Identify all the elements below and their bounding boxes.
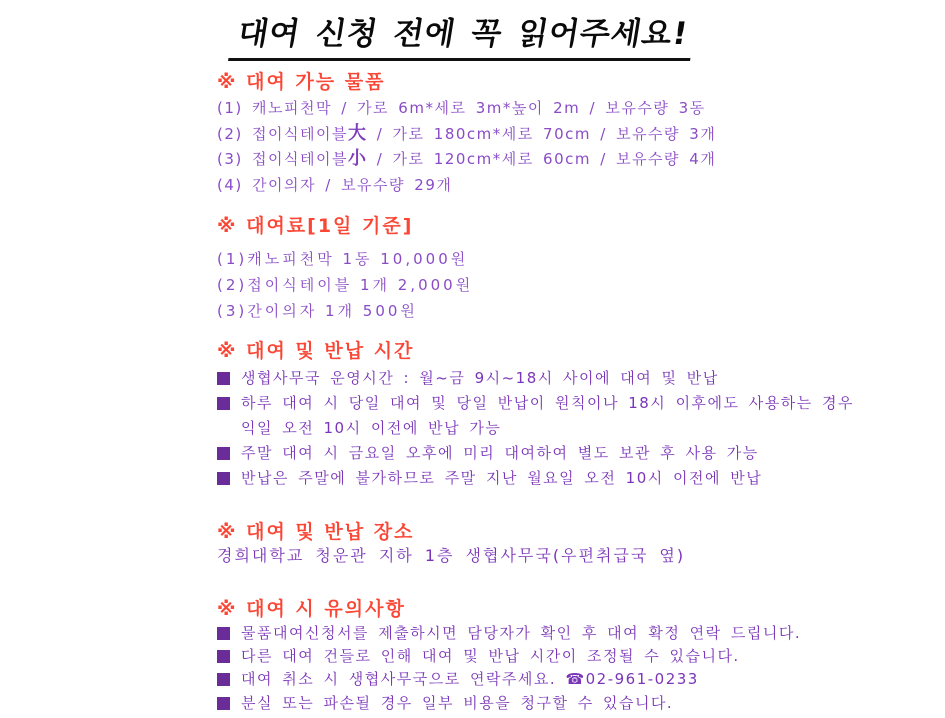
rentable-items-list (217, 95, 716, 198)
bullet-text: 분실 또는 파손될 경우 일부 비용을 청구할 수 있습니다. (241, 693, 674, 712)
page-title: 대여 신청 전에 꼭 읽어주세요! (228, 8, 698, 61)
square-bullet-icon (217, 472, 230, 485)
bullet-text: 다른 대여 건들로 인해 대여 및 반납 시간이 조정될 수 있습니다. (241, 647, 740, 666)
bullet-line (217, 692, 801, 715)
rental-item-line (217, 95, 716, 121)
item-text: (3) 접이식테이블 (217, 150, 348, 169)
fee-line: (1)캐노피천막 1동 10,000원 (217, 250, 469, 268)
bullet-line (217, 391, 854, 416)
time-rules-list (217, 366, 854, 491)
rental-item-line (217, 121, 716, 147)
bullet-line (217, 622, 801, 645)
fee-line: (2)접이식테이블 1개 2,000원 (217, 276, 474, 294)
bullet-text: 물품대여신청서를 제출하시면 담당자가 확인 후 대여 확정 연락 드립니다. (241, 624, 802, 642)
notes-list (217, 622, 801, 715)
section-heading-notes: ※ 대여 시 유의사항 (217, 598, 406, 620)
bullet-text: 대여 취소 시 생협사무국으로 연락주세요. ☎02-961-0233 (241, 670, 699, 689)
place-text: 경희대학교 청운관 지하 1층 생협사무국(우편취급국 옆) (217, 546, 686, 565)
square-bullet-icon (217, 697, 230, 710)
bullet-text: 주말 대여 시 금요일 오후에 미리 대여하여 별도 보관 후 사용 가능 (241, 444, 759, 462)
item-size-char: 大 (347, 122, 368, 144)
section-heading-place: ※ 대여 및 반납 장소 (217, 521, 415, 543)
bullet-line (217, 441, 854, 466)
square-bullet-icon (217, 397, 230, 410)
item-text: (4) 간이의자 / 보유수량 29개 (217, 176, 453, 195)
section-heading-rentable-items: ※ 대여 가능 물품 (217, 71, 386, 93)
bullet-line (217, 668, 801, 691)
bullet-text: 하루 대여 시 당일 대여 및 당일 반납이 원칙이나 18시 이후에도 사용하는 경우 (241, 394, 855, 412)
item-size-char: 小 (347, 148, 368, 170)
fees-list (217, 246, 473, 324)
square-bullet-icon (217, 447, 230, 460)
section-heading-fees: ※ 대여료[1일 기준] (217, 215, 414, 237)
item-text: (1) 캐노피천막 / 가로 6m*세로 3m*높이 2m / 보유수량 3동 (217, 99, 706, 117)
square-bullet-icon (217, 650, 230, 663)
square-bullet-icon (217, 673, 230, 686)
bullet-line (217, 466, 854, 491)
square-bullet-icon (217, 372, 230, 385)
item-text: / 가로 120cm*세로 60cm / 보유수량 4개 (367, 150, 717, 169)
item-text: / 가로 180cm*세로 70cm / 보유수량 3개 (367, 124, 717, 143)
bullet-text: 생협사무국 운영시간 : 월~금 9시~18시 사이에 대여 및 반납 (241, 369, 719, 387)
item-text: (2) 접이식테이블 (217, 124, 348, 143)
bullet-text: 반납은 주말에 불가하므로 주말 지난 월요일 오전 10시 이전에 반납 (241, 469, 763, 487)
rental-item-line (217, 172, 716, 198)
square-bullet-icon (217, 627, 230, 640)
section-heading-time: ※ 대여 및 반납 시간 (217, 340, 415, 362)
rental-item-line (217, 146, 716, 172)
bullet-line (217, 645, 801, 668)
bullet-continuation-line: 익일 오전 10시 이전에 반납 가능 (241, 419, 502, 437)
fee-line: (3)간이의자 1개 500원 (217, 302, 418, 320)
bullet-line (217, 366, 854, 391)
